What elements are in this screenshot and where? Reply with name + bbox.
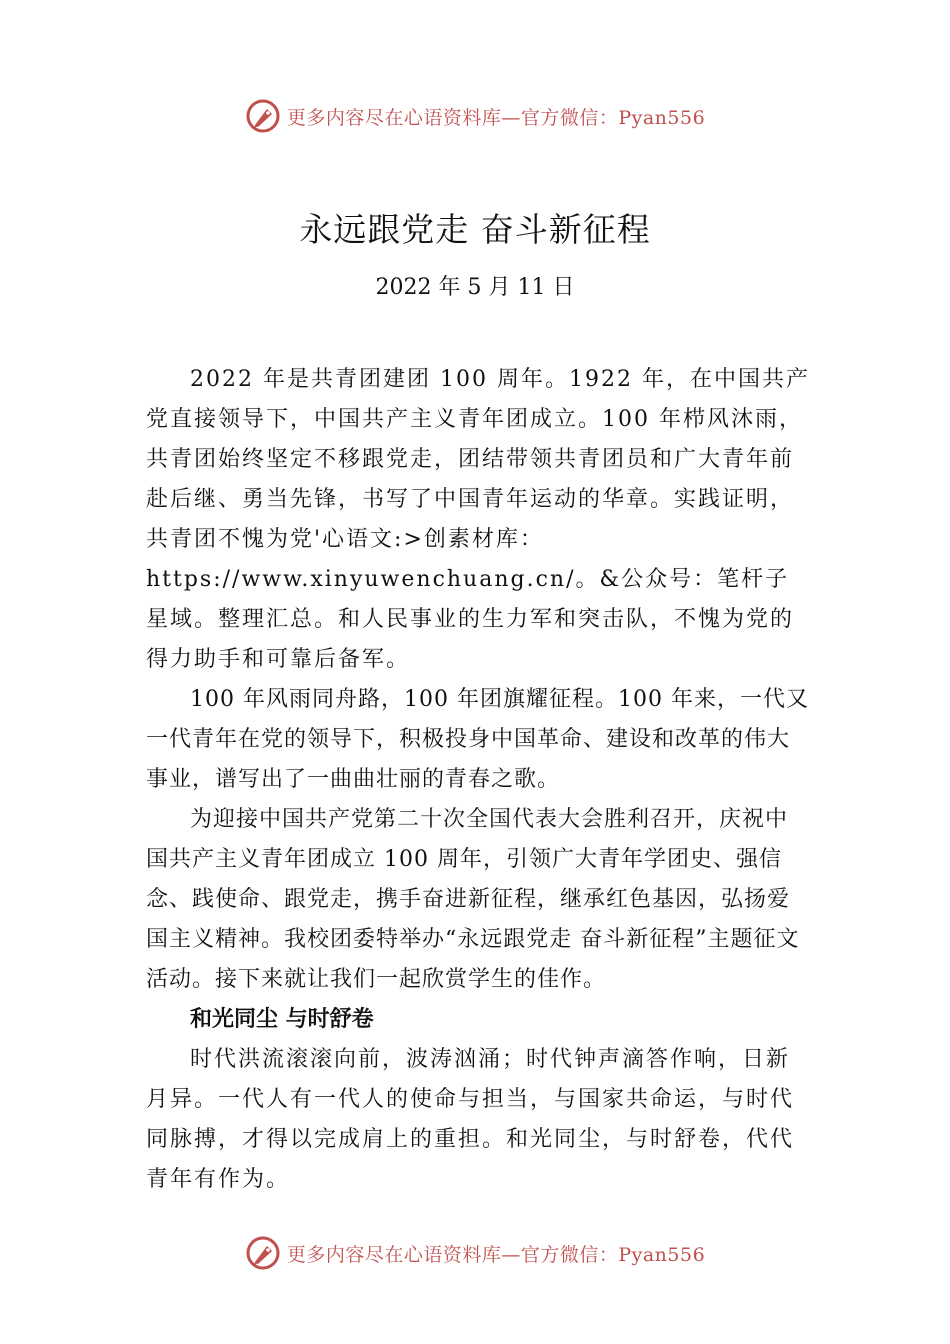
banner-text: 更多内容尽在心语资料库—官方微信：Pyan556 — [286, 106, 706, 129]
section-paragraph: 时代洪流滚滚向前，波涛汹涌；时代钟声滴答作响，日新月异。一代人有一代人的使命与担当，与国家共命运，与时代同脉搏，才得以完成肩上的重担。和光同尘，与时舒卷，代代青年有作为。 — [146, 1047, 795, 1192]
banner-text: 更多内容尽在心语资料库—官方微信：Pyan556 — [286, 1243, 706, 1266]
body-paragraph: 100 年风雨同舟路，100 年团旗耀征程。100 年来，一代又一代青年在党的领导下，积极投身中国革命、建设和改革的伟大事业，谱写出了一曲曲壮丽的青春之歌。 — [146, 687, 809, 792]
pen-nib-logo-icon — [245, 1235, 281, 1271]
footer-watermark-banner — [0, 1233, 950, 1273]
pen-nib-logo-icon — [245, 98, 281, 134]
body-paragraph: 2022 年是共青团建团 100 周年。1922 年，在中国共产党直接领导下，中国共产主义青年团成立。100 年栉风沐雨， 共青团始终坚定不移跟党走，团结带领共青团员和广大青年前赴后继、勇当先锋，书写了中国青年运动的华章。实践证明，共青团不愧为党'心语文:>创素材库：https://www.xinyuwenchuang.cn/。&公众号：笔杆子星域。整理汇总。和人民事业的生力军和突击队，不愧为党的得力助手和可靠后备军。 — [146, 367, 810, 672]
document-body — [146, 360, 810, 1200]
body-paragraph: 为迎接中国共产党第二十次全国代表大会胜利召开，庆祝中国共产主义青年团成立 100 周年，引领广大青年学团史、强信念、践使命、跟党走，携手奋进新征程，继承红色基因，弘扬爱国主义精神。我校团委特举办“永远跟党走 奋斗新征程”主题征文活动。接下来就让我们一起欣赏学生的佳作。 — [146, 807, 800, 992]
document-date: 2022 年 5 月 11 日 — [375, 275, 575, 300]
header-watermark-banner — [0, 96, 950, 136]
section-heading: 和光同尘 与时舒卷 — [190, 1007, 374, 1032]
document-title: 永远跟党走 奋斗新征程 — [299, 210, 651, 249]
